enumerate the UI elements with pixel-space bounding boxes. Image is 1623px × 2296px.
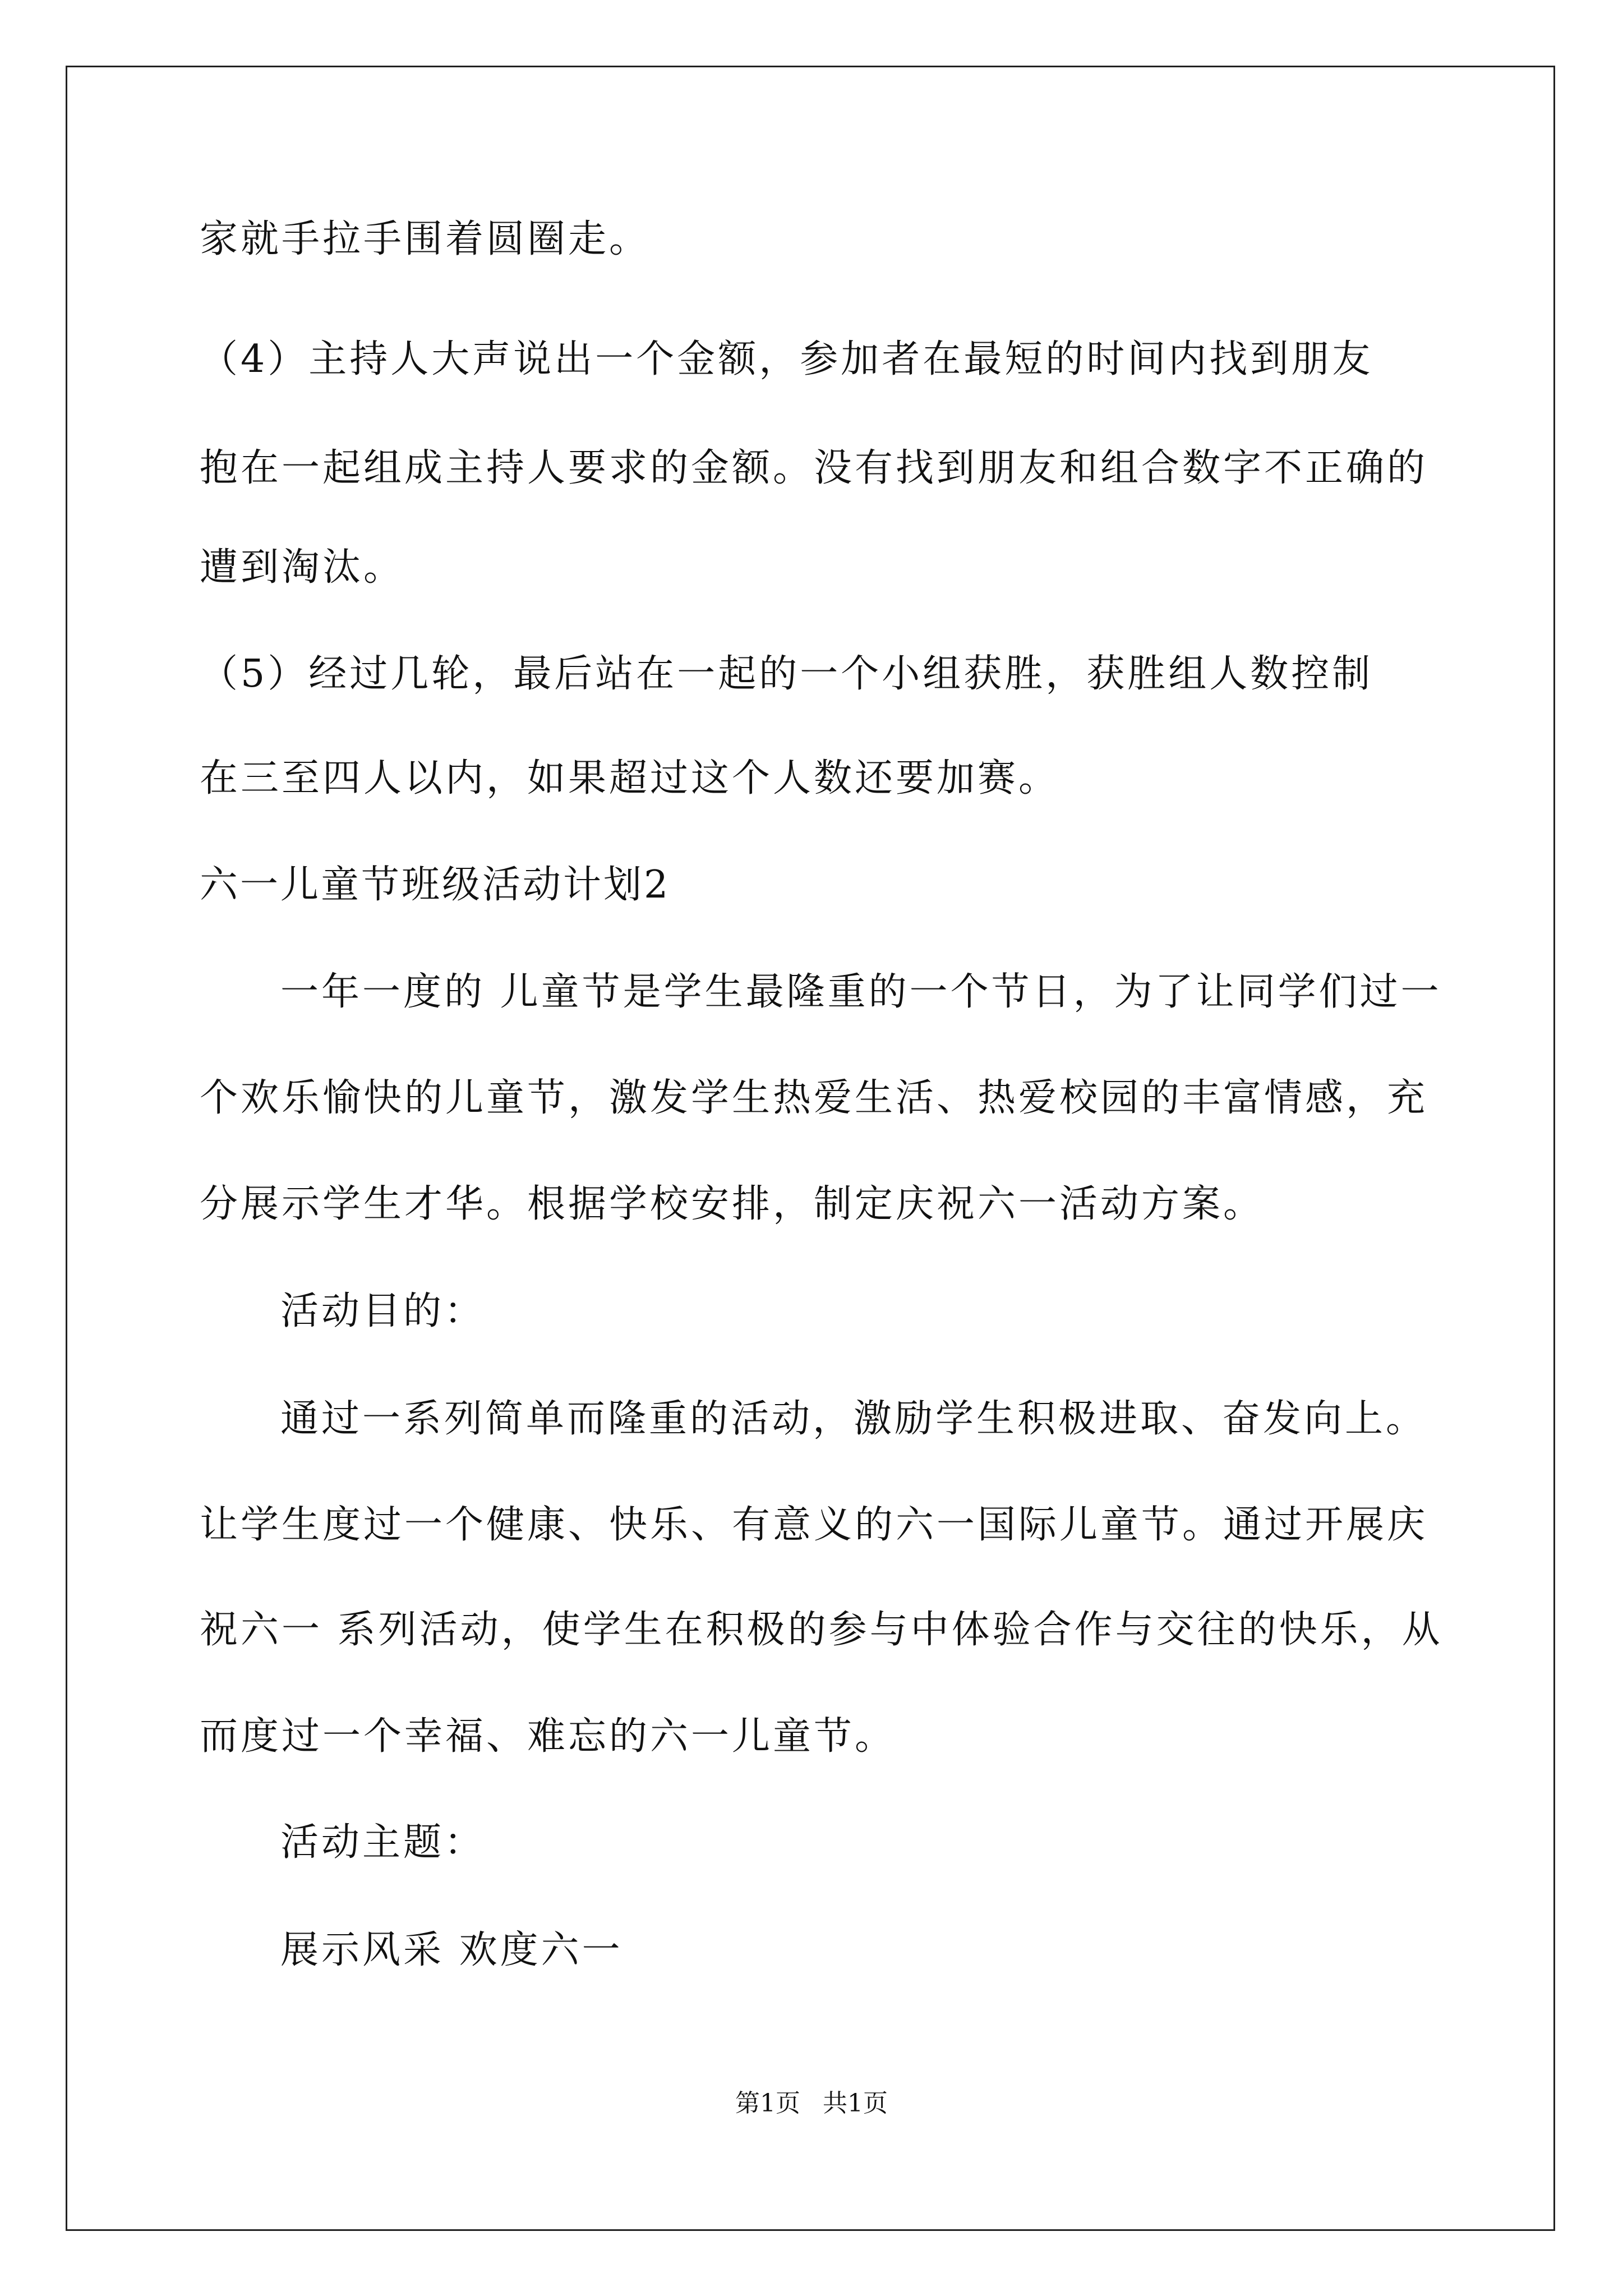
body-text-line: 一年一度的 儿童节是学生最隆重的一个节日，为了让同学们过一 <box>280 970 1442 1014</box>
section-heading: 六一儿童节班级活动计划2 <box>200 863 671 907</box>
body-text-line: 而度过一个幸福、难忘的六一儿童节。 <box>200 1714 896 1759</box>
page-number: 第1页 <box>735 2089 800 2118</box>
page-total: 共1页 <box>823 2089 888 2118</box>
body-text-line: （5）经过几轮，最后站在一起的一个小组获胜，获胜组人数控制 <box>200 652 1373 696</box>
body-text-line: 通过一系列简单而隆重的活动，激励学生积极进取、奋发向上。 <box>280 1397 1427 1441</box>
body-text-line: 抱在一起组成主持人要求的金额。没有找到朋友和组合数字不正确的 <box>200 446 1428 490</box>
body-text-line: 在三至四人以内，如果超过这个人数还要加赛。 <box>200 756 1060 800</box>
body-text-line: 让学生度过一个健康、快乐、有意义的六一国际儿童节。通过开展庆 <box>200 1503 1428 1547</box>
body-text-line: 祝六一 系列活动，使学生在积极的参与中体验合作与交往的快乐，从 <box>200 1608 1443 1652</box>
page-border <box>66 66 1555 2231</box>
body-text-line: （4）主持人大声说出一个金额，参加者在最短的时间内找到朋友 <box>200 337 1373 381</box>
page-footer <box>0 2087 1623 2120</box>
body-text-line: 遭到淘汰。 <box>200 545 405 590</box>
subheading-theme: 活动主题： <box>280 1820 486 1865</box>
body-text-line: 分展示学生才华。根据学校安排，制定庆祝六一活动方案。 <box>200 1182 1265 1226</box>
subheading-purpose: 活动目的： <box>280 1289 486 1333</box>
body-text-line: 家就手拉手围着圆圈走。 <box>200 217 651 261</box>
body-text-line: 个欢乐愉快的儿童节，激发学生热爱生活、热爱校园的丰富情感，充 <box>200 1076 1428 1120</box>
theme-text: 展示风采 欢度六一 <box>280 1928 623 1972</box>
